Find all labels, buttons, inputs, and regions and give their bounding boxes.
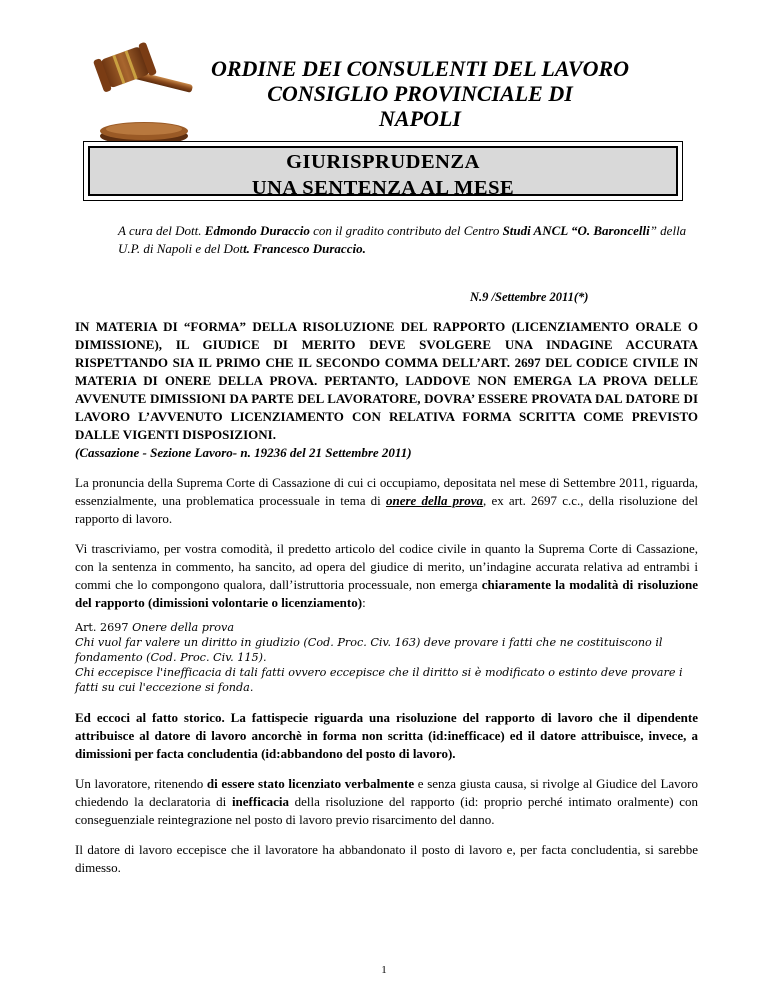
article-text: Chi vuol far valere un diritto in giudizio (Cod. Proc. Civ. 163) deve provare i fatti che ne costituiscono il fondamento (Cod. Proc. Civ. 115).: [75, 636, 663, 664]
article-body: [75, 318, 698, 889]
organization-name: [150, 56, 690, 131]
paragraph-3: Ed eccoci al fatto storico. La fattispecie riguarda una risoluzione del rapporto di lavoro che il dipendente attribuisce al datore di lavoro ancorchè in forma non scritta (id:inefficace) ed il datore attribuisce, invece, a dimissioni per facta concludentia (id:abbandono del posto di lavoro).: [75, 710, 698, 761]
title-inner: [88, 146, 678, 199]
coauthor-name: t. Francesco Duraccio.: [243, 241, 366, 256]
org-line-1: ORDINE DEI CONSULENTI DEL LAVORO: [210, 56, 630, 81]
paragraph-4: [75, 775, 698, 829]
article-heading: [75, 620, 698, 635]
issue-number: N.9 /Settembre 2011(*): [470, 290, 589, 304]
article-comma-2: [75, 665, 698, 695]
paragraph-text: Vi trascriviamo, per vostra comodità, il predetto articolo del codice civile in quanto la Suprema Corte di Cassazione, con la sentenza in commento, ha sancito, ad opera del giudice di merito, un’indagine accurata relativa ad entrambi i commi che lo compongono qualora, dall’istruttoria processuale, non emerga: [75, 541, 698, 592]
study-center: Studi ANCL “O. Baroncelli: [502, 223, 650, 238]
credits-text: ” della U.P. di Napoli e del Dot: [118, 223, 687, 256]
citation: (Cassazione - Sezione Lavoro- n. 19236 del 21 Settembre 2011): [75, 445, 412, 460]
article-title: Onere della prova: [132, 621, 235, 634]
emphasis-modalita: chiaramente la modalità di risoluzione del rapporto (dimissioni volontarie o licenziamento): [75, 577, 698, 610]
paragraph-1: [75, 474, 698, 528]
credits: [118, 222, 698, 258]
paragraph-5: Il datore di lavoro eccepisce che il lavoratore ha abbandonato il posto di lavoro e, per facta concludentia, si sarebbe dimesso.: [75, 842, 698, 875]
paragraph-text: Un lavoratore, ritenendo: [75, 776, 207, 791]
article-number: Art. 2697: [75, 621, 133, 634]
article-comma-1: [75, 635, 698, 665]
paragraph-text: La pronuncia della Suprema Corte di Cassazione di cui ci occupiamo, depositata nel mese di Settembre 2011, riguarda, essenzialmente, una problematica processuale in tema di: [75, 475, 698, 508]
paragraph-text: :: [362, 595, 366, 610]
article-2697-quote: [75, 620, 698, 695]
emphasis-onere-della-prova: onere della prova: [385, 493, 484, 508]
paragraph-text: e senza giusta causa, si rivolge al Giudice del Lavoro chiedendo la declaratoria di: [75, 776, 698, 809]
org-line-2: CONSIGLIO PROVINCIALE DI: [267, 81, 573, 106]
org-line-3: NAPOLI: [379, 106, 461, 131]
title-line-1: GIURISPRUDENZA: [286, 151, 480, 173]
paragraph-text: della risoluzione del rapporto (id: proprio perché intimato oralmente) con conseguenziale reintegrazione nel posto di lavoro previo risarcimento del danno.: [75, 794, 698, 827]
page-number: 1: [381, 964, 387, 976]
credits-text: con il gradito contributo del Centro: [309, 223, 503, 238]
paragraph-text: , ex art. 2697 c.c., della risoluzione del rapporto di lavoro.: [75, 493, 698, 526]
title-box: [83, 141, 683, 201]
paragraph-2: [75, 540, 698, 612]
emphasis-inefficacia: inefficacia: [231, 794, 289, 809]
headline: IN MATERIA DI “FORMA” DELLA RISOLUZIONE DEL RAPPORTO (LICENZIAMENTO ORALE O DIMISSIONE), IL GIUDICE DI MERITO DEVE SVOLGERE UNA INDAGINE ACCURATA RISPETTANDO SIA IL PRIMO CHE IL SECONDO COMMA DELL’ART. 2697 DEL CODICE CIVILE IN MATERIA DI ONERE DELLA PROVA. PERTANTO, LADDOVE NON EMERGA LA PROVA DELLE AVVENUTE DIMISSIONI DA PARTE DEL LAVORATORE, DOVRA’ ESSERE PROVATA DAL DATORE DI LAVORO L’AVVENUTO LICENZIAMENTO CON RELATIVA FORMA SCRITTA COME PREVISTO DALLE VIGENTI DISPOSIZIONI.: [75, 319, 698, 442]
author-name: Edmondo Duraccio: [204, 223, 310, 238]
credits-text: A cura del Dott.: [118, 223, 205, 238]
emphasis-licenziato: di essere stato licenziato verbalmente: [206, 776, 415, 791]
title-line-2: UNA SENTENZA AL MESE: [251, 177, 515, 199]
article-text: Chi eccepisce l'inefficacia di tali fatti ovvero eccepisce che il diritto si è modificato o estinto deve provare i fatti su cui l'eccezione si fonda.: [75, 666, 683, 694]
